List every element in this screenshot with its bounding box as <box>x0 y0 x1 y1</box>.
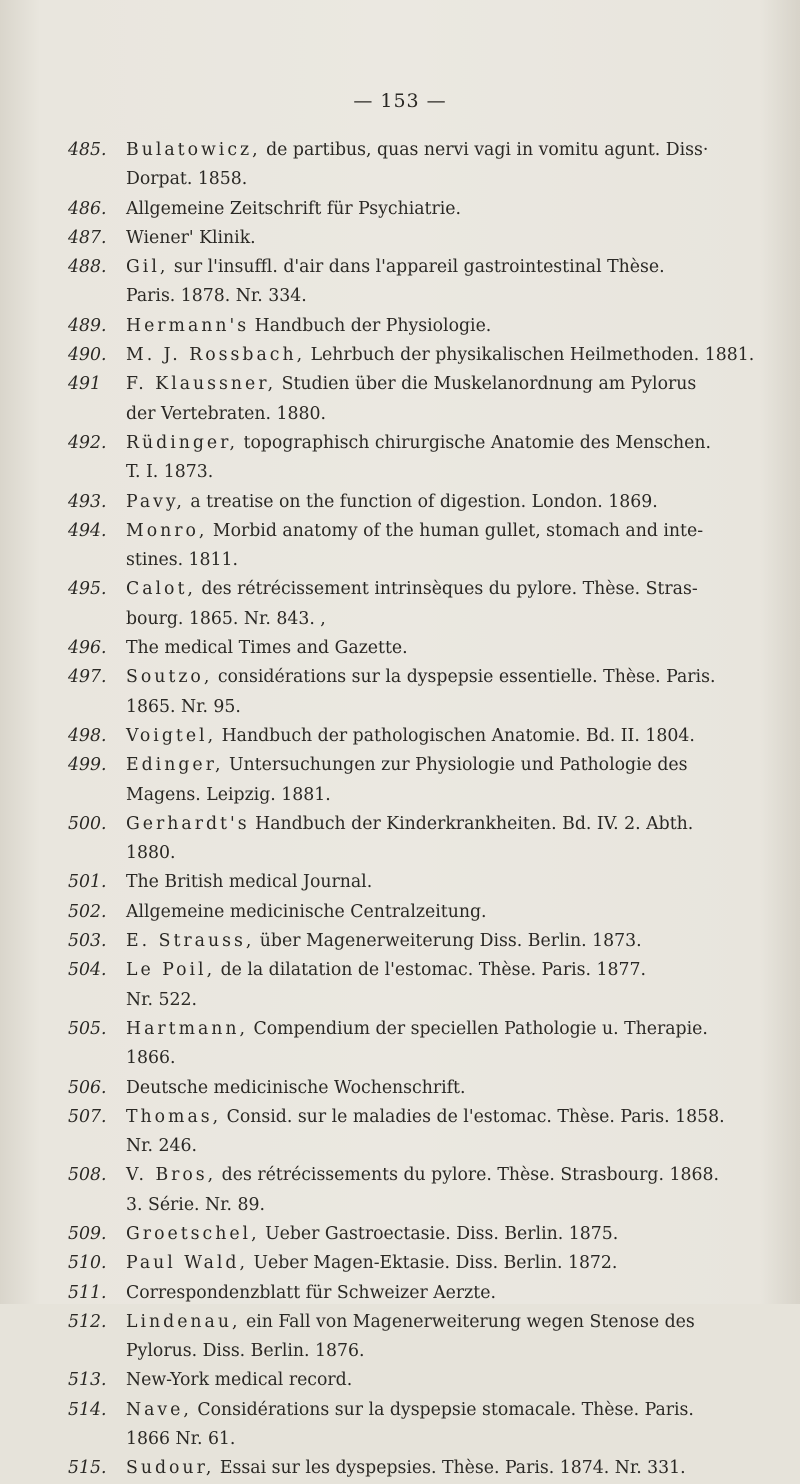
entry-first-line <box>126 521 703 541</box>
entry-author: Paul Wald, <box>126 1253 248 1274</box>
bibliography-entry <box>68 663 758 722</box>
entry-number: 487. <box>68 227 107 248</box>
entry-number: 505. <box>68 1018 107 1039</box>
entry-author: Hermann's <box>126 315 250 336</box>
entry-first-line <box>126 228 256 248</box>
entry-continuation: Nr. 522. <box>126 989 197 1010</box>
entry-first-line <box>126 755 687 775</box>
entry-title: Ueber Gastroectasie. Diss. Berlin. 1875. <box>259 1223 619 1244</box>
entry-first-line <box>126 345 754 365</box>
entry-number: 500. <box>68 813 107 834</box>
entry-first-line <box>126 726 695 746</box>
entry-first-line <box>126 199 461 219</box>
bibliography-entry <box>68 312 758 341</box>
bibliography-entry <box>68 370 758 429</box>
entry-number: 511. <box>68 1282 107 1303</box>
entry-title: Essai sur les dyspepsies. Thèse. Paris. 1874. Nr. 331. <box>214 1458 686 1479</box>
entry-title: Untersuchungen zur Physiologie und Pathologie des <box>223 755 688 776</box>
bibliography-list <box>68 136 758 1484</box>
entry-continuation: Pylorus. Diss. Berlin. 1876. <box>126 1341 365 1362</box>
entry-continuation: 1865. Nr. 95. <box>126 696 241 717</box>
entry-first-line <box>126 1165 719 1185</box>
entry-author: Calot, <box>126 579 196 600</box>
entry-continuation: T. I. 1873. <box>126 462 214 483</box>
entry-title: des rétrécissement intrinsèques du pylore. Thèse. Stras- <box>195 579 698 600</box>
entry-number: 489. <box>68 315 107 336</box>
bibliography-entry <box>68 1220 758 1249</box>
entry-title: Correspondenzblatt für Schweizer Aerzte. <box>126 1282 496 1303</box>
entry-first-line <box>126 667 715 687</box>
bibliography-entry <box>68 575 758 634</box>
entry-number: 492. <box>68 432 107 453</box>
entry-continuation: Dorpat. 1858. <box>126 169 248 190</box>
entry-title: considérations sur la dyspepsie essentielle. Thèse. Paris. <box>212 667 716 688</box>
entry-title: topographisch chirurgische Anatomie des Menschen. <box>238 432 711 453</box>
entry-title: Allgemeine medicinische Centralzeitung. <box>126 901 487 922</box>
bibliography-entry <box>68 868 758 897</box>
entry-number: 514. <box>68 1399 107 1420</box>
entry-first-line <box>126 1283 496 1303</box>
entry-number: 513. <box>68 1370 107 1391</box>
entry-author: Groetschel, <box>126 1223 260 1244</box>
entry-author: Thomas, <box>126 1106 222 1127</box>
bibliography-entry <box>68 1454 758 1483</box>
entry-continuation: 1866 Nr. 61. <box>126 1429 236 1450</box>
entry-title: Handbuch der Physiologie. <box>249 315 492 336</box>
entry-first-line <box>126 872 372 892</box>
entry-author: F. Klaussner, <box>126 374 277 395</box>
bibliography-entry <box>68 1074 758 1103</box>
entry-first-line <box>126 579 698 599</box>
bibliography-entry <box>68 224 758 253</box>
entry-author: Lindenau, <box>126 1311 241 1332</box>
entry-continuation: Paris. 1878. Nr. 334. <box>126 286 307 307</box>
entry-number: 509. <box>68 1223 107 1244</box>
entry-title: Considérations sur la dyspepsie stomacale. Thèse. Paris. <box>191 1399 694 1420</box>
bibliography-entry <box>68 634 758 663</box>
entry-title: Deutsche medicinische Wochenschrift. <box>126 1077 466 1098</box>
entry-title: Allgemeine Zeitschrift für Psychiatrie. <box>126 198 461 219</box>
entry-first-line <box>126 1312 695 1332</box>
entry-number: 488. <box>68 257 107 278</box>
bibliography-entry <box>68 722 758 751</box>
entry-continuation: bourg. 1865. Nr. 843. , <box>126 608 326 629</box>
entry-title: Studien über die Muskelanordnung am Pylorus <box>276 374 697 395</box>
entry-author: Bulatowicz, <box>126 140 261 160</box>
entry-first-line <box>126 931 642 951</box>
bibliography-entry <box>68 1161 758 1220</box>
entry-first-line <box>126 1224 618 1244</box>
entry-first-line <box>126 1370 352 1390</box>
entry-title: Consid. sur le maladies de l'estomac. Thèse. Paris. 1858. <box>221 1106 725 1127</box>
page-number: — 153 — <box>353 90 447 112</box>
entry-author: Gil, <box>126 257 169 278</box>
bibliography-entry <box>68 1103 758 1162</box>
entry-title: Compendium der speciellen Pathologie u. Therapie. <box>248 1018 708 1039</box>
entry-continuation: 1866. <box>126 1048 176 1069</box>
entry-number: 499. <box>68 755 107 776</box>
entry-title: de la dilatation de l'estomac. Thèse. Paris. 1877. <box>215 960 646 981</box>
entry-title: Wiener' Klinik. <box>126 227 256 248</box>
entry-number: 493. <box>68 491 107 512</box>
entry-author: Monro, <box>126 520 208 541</box>
entry-author: Hartmann, <box>126 1018 249 1039</box>
entry-continuation: der Vertebraten. 1880. <box>126 403 326 424</box>
entry-number: 504. <box>68 960 107 981</box>
entry-title: Ueber Magen-Ektasie. Diss. Berlin. 1872. <box>247 1253 618 1274</box>
entry-number: 507. <box>68 1106 107 1127</box>
entry-first-line <box>126 902 487 922</box>
entry-number: 495. <box>68 579 107 600</box>
entry-author: Sudour, <box>126 1458 215 1479</box>
entry-title: de partibus, quas nervi vagi in vomitu agunt. Diss· <box>260 140 709 160</box>
entry-number: 491 <box>68 374 101 395</box>
entry-author: Nave, <box>126 1399 192 1420</box>
entry-title: Lehrbuch der physikalischen Heilmethoden. 1881. <box>305 345 755 366</box>
entry-continuation: stines. 1811. <box>126 550 239 571</box>
entry-first-line <box>126 1253 617 1273</box>
bibliography-entry <box>68 810 758 869</box>
entry-continuation: 1880. <box>126 843 176 864</box>
entry-number: 486. <box>68 198 107 219</box>
entry-first-line <box>126 257 665 277</box>
entry-number: 494. <box>68 520 107 541</box>
bibliography-entry <box>68 751 758 810</box>
entry-title: Handbuch der Kinderkrankheiten. Bd. IV. 2. Abth. <box>249 813 694 834</box>
entry-number: 497. <box>68 667 107 688</box>
entry-first-line <box>126 1078 465 1098</box>
entry-number: 501. <box>68 872 107 893</box>
entry-number: 498. <box>68 725 107 746</box>
entry-continuation: Nr. 246. <box>126 1136 197 1157</box>
entry-number: 508. <box>68 1165 107 1186</box>
entry-number: 503. <box>68 931 107 952</box>
entry-continuation: Magens. Leipzig. 1881. <box>126 784 331 805</box>
entry-title: über Magenerweiterung Diss. Berlin. 1873. <box>254 931 642 952</box>
entry-number: 496. <box>68 638 107 659</box>
entry-author: Soutzo, <box>126 667 213 688</box>
entry-author: M. J. Rossbach, <box>126 345 306 366</box>
entry-author: V. Bros, <box>126 1165 217 1186</box>
entry-first-line <box>126 316 491 336</box>
entry-title: Handbuch der pathologischen Anatomie. Bd. II. 1804. <box>216 725 695 746</box>
bibliography-entry <box>68 898 758 927</box>
bibliography-entry <box>68 1396 758 1455</box>
entry-title: New-York medical record. <box>126 1370 353 1391</box>
bibliography-entry <box>68 341 758 370</box>
entry-first-line <box>126 960 646 980</box>
bibliography-entry <box>68 136 758 195</box>
entry-first-line <box>126 1458 686 1478</box>
entry-first-line <box>126 374 696 394</box>
entry-first-line <box>126 140 708 160</box>
entry-author: Gerhardt's <box>126 813 250 834</box>
entry-continuation: 3. Série. Nr. 89. <box>126 1194 266 1215</box>
entry-title: des rétrécissements du pylore. Thèse. Strasbourg. 1868. <box>216 1165 719 1186</box>
bibliography-entry <box>68 429 758 488</box>
entry-author: Voigtel, <box>126 725 217 746</box>
entry-first-line <box>126 638 408 658</box>
bibliography-entry <box>68 517 758 576</box>
bibliography-entry <box>68 1366 758 1395</box>
entry-first-line <box>126 1019 708 1039</box>
entry-author: Pavy, <box>126 491 185 512</box>
bibliography-entry <box>68 488 758 517</box>
entry-first-line <box>126 433 711 453</box>
bibliography-entry <box>68 253 758 312</box>
entry-number: 512. <box>68 1311 107 1332</box>
entry-first-line <box>126 814 693 834</box>
bibliography-entry <box>68 195 758 224</box>
entry-first-line <box>126 1400 694 1420</box>
entry-author: Rüdinger, <box>126 432 239 453</box>
entry-first-line <box>126 1107 725 1127</box>
entry-title: Morbid anatomy of the human gullet, stomach and inte- <box>207 520 704 541</box>
entry-title: The British medical Journal. <box>126 872 373 893</box>
entry-title: a treatise on the function of digestion. London. 1869. <box>184 491 658 512</box>
entry-first-line <box>126 492 658 512</box>
entry-number: 485. <box>68 140 107 160</box>
bibliography-entry <box>68 1015 758 1074</box>
entry-title: The medical Times and Gazette. <box>126 638 408 659</box>
entry-author: Edinger, <box>126 755 224 776</box>
bibliography-entry <box>68 1308 758 1367</box>
entry-number: 510. <box>68 1253 107 1274</box>
bibliography-entry <box>68 956 758 1015</box>
entry-author: E. Strauss, <box>126 931 255 952</box>
bibliography-entry <box>68 1249 758 1278</box>
entry-number: 490. <box>68 345 107 366</box>
entry-title: sur l'insuffl. d'air dans l'appareil gastrointestinal Thèse. <box>168 257 665 278</box>
entry-number: 502. <box>68 901 107 922</box>
entry-number: 515. <box>68 1458 107 1479</box>
entry-number: 506. <box>68 1077 107 1098</box>
entry-title: ein Fall von Magenerweiterung wegen Stenose des <box>240 1311 695 1332</box>
bibliography-entry <box>68 927 758 956</box>
bibliography-entry <box>68 1279 758 1308</box>
entry-author: Le Poil, <box>126 960 216 981</box>
